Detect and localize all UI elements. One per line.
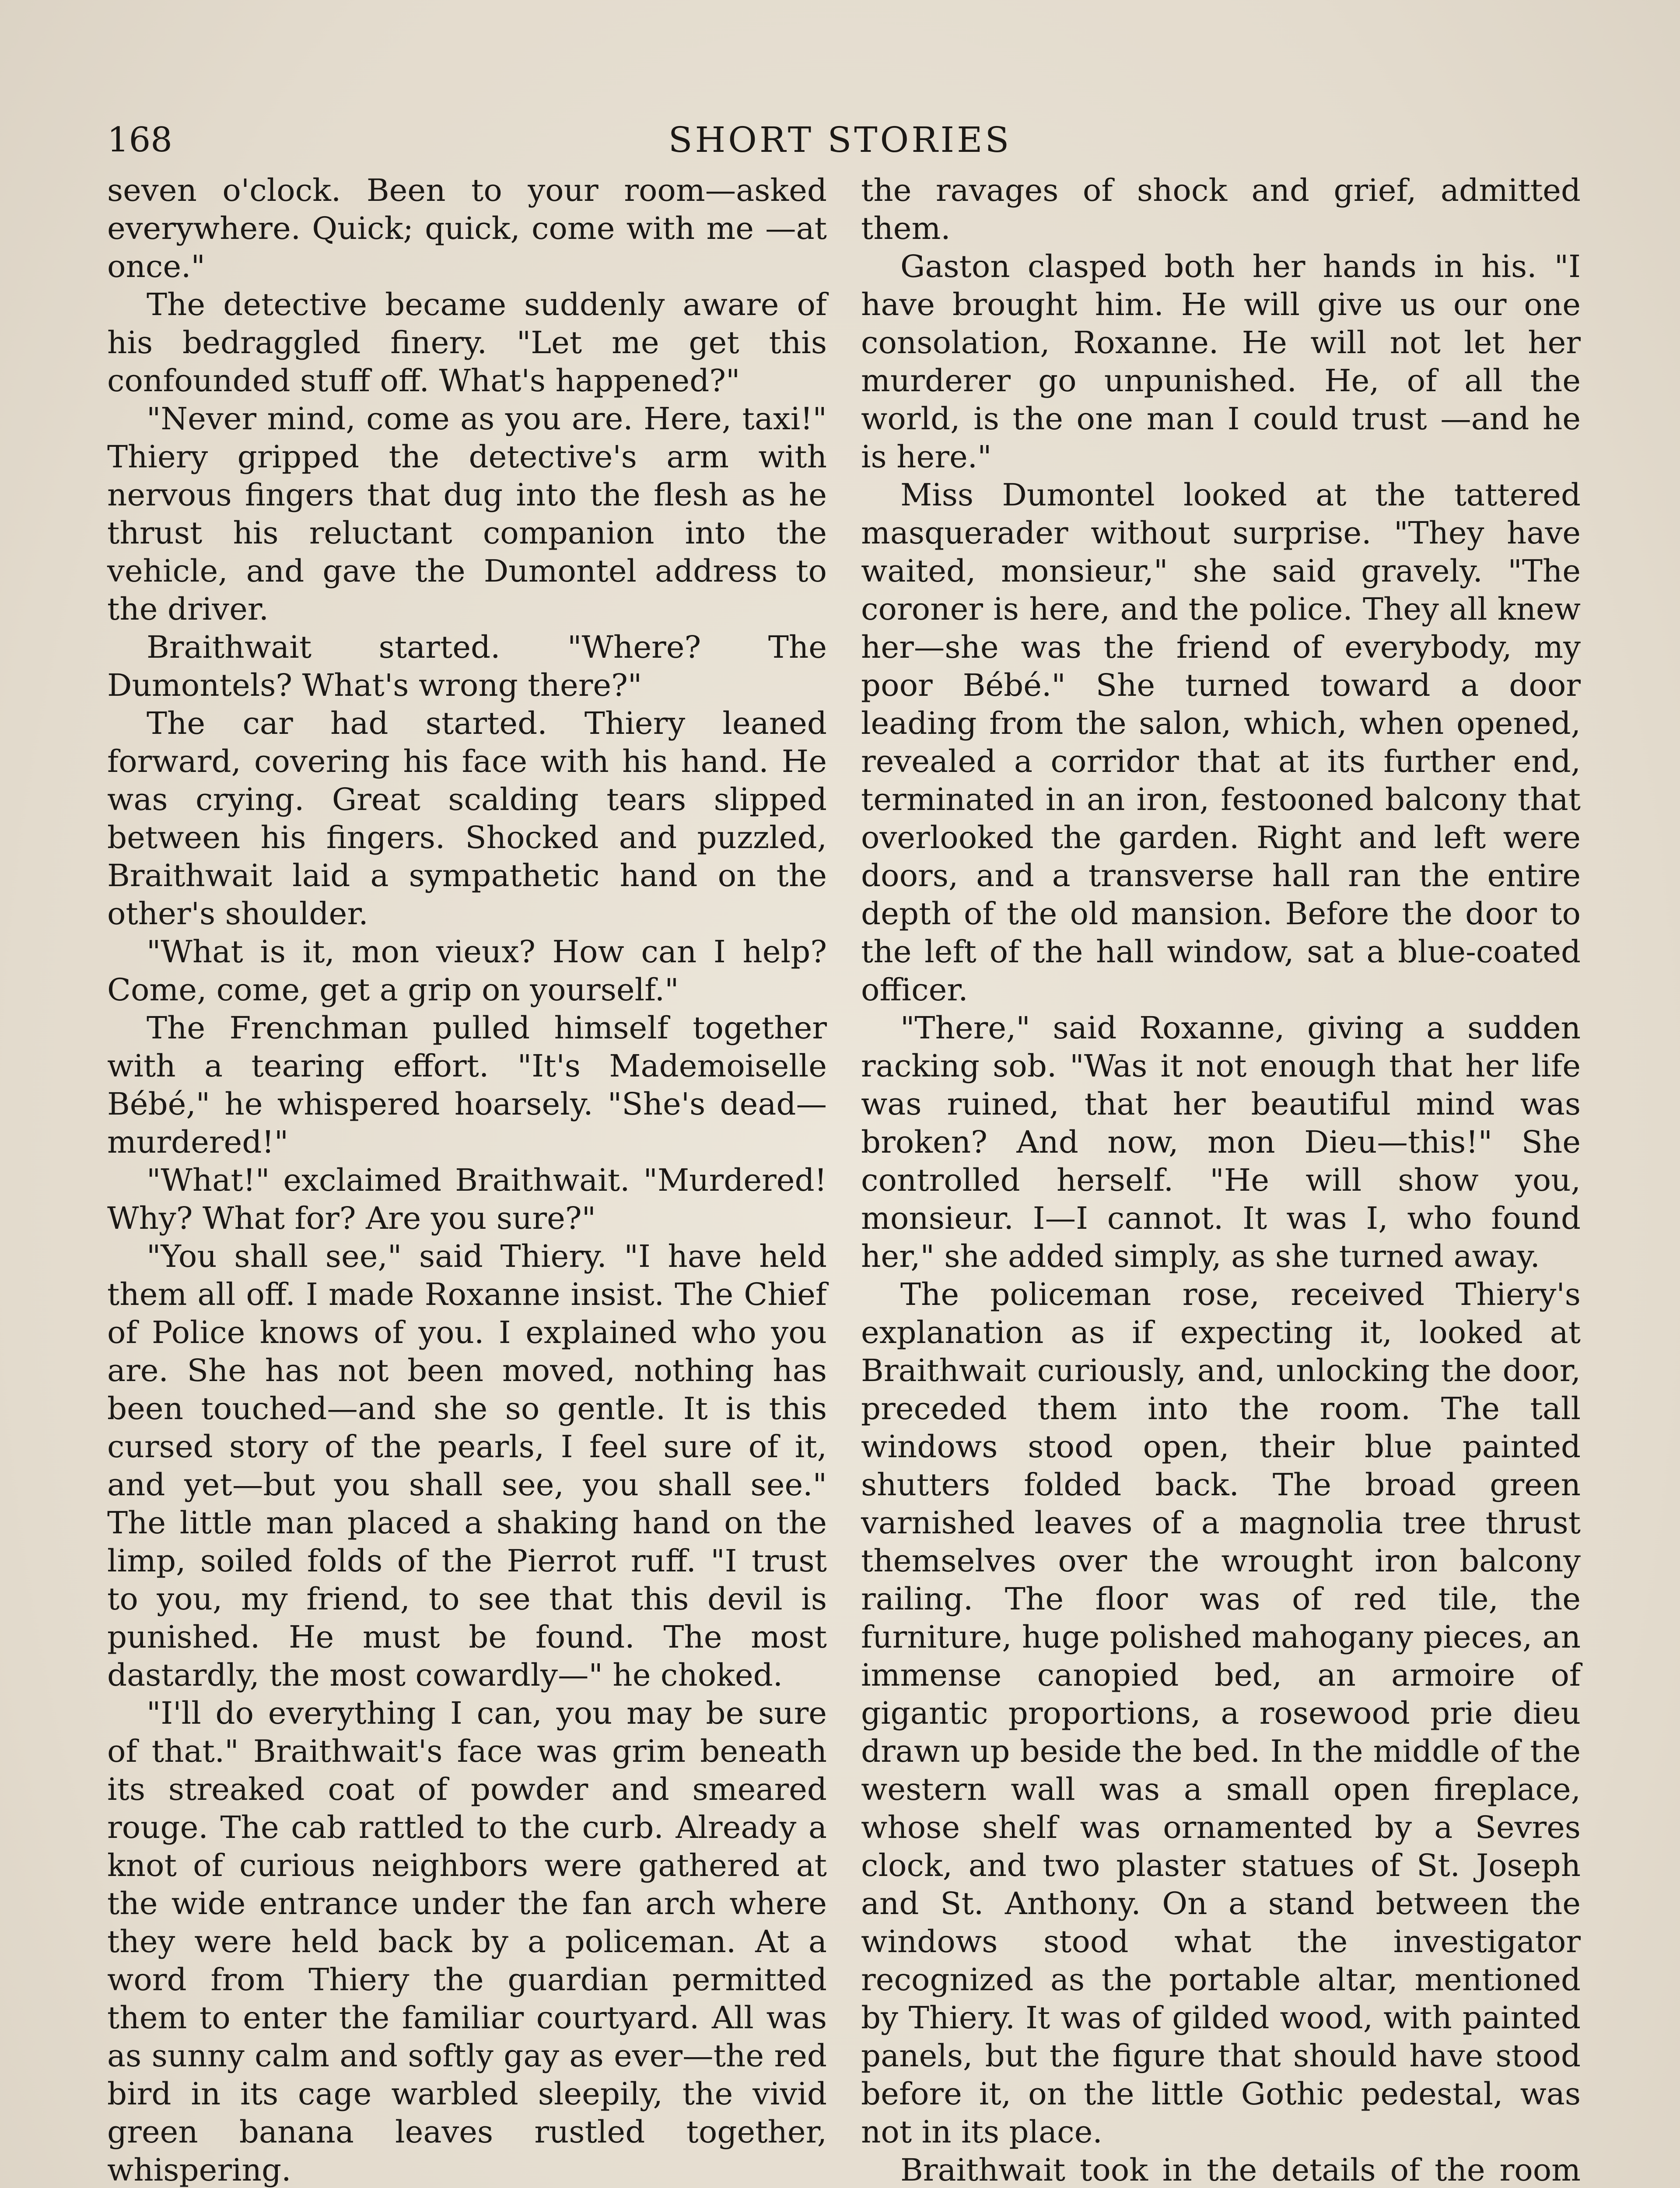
- paragraph: "What is it, mon vieux? How can I help? Come, come, get a grip on yourself.": [107, 934, 827, 1008]
- paragraph: "Never mind, come as you are. Here, taxi!" Thiery gripped the detective's arm with nervous fingers that dug into the flesh as he thrust his reluctant companion into the vehicle, and gave the Dumontel address to the driver.: [107, 401, 827, 627]
- paragraph: "What!" exclaimed Braithwait. "Murdered! Why? What for? Are you sure?": [107, 1162, 827, 1236]
- paragraph: The Frenchman pulled himself together with a tearing effort. "It's Mademoiselle Bébé," he whispered hoarsely. "She's dead—murdered!": [107, 1010, 827, 1160]
- paragraph: "I'll do everything I can, you may be sure of that." Braithwait's face was grim beneath its streaked coat of powder and smeared rouge. The cab rattled to the curb. Already a knot of curious neighbors were gathered at the wide entrance under the fan arch where they were held back by a policeman. At a word from Thiery the guardian permitted them to enter the familiar courtyard. All was as sunny calm and softly gay as ever—the red bird in its cage warbled sleepily, the vivid green banana leaves rustled together, whispering.: [107, 1695, 827, 2188]
- paragraph: "There," said Roxanne, giving a sudden racking sob. "Was it not enough that her life was ruined, that her beautiful mind was broken? And now, mon Dieu—this!" She controlled herself. "He will show you, monsieur. I—I cannot. It was I, who found her," she added simply, as she turned away.: [861, 1010, 1581, 1274]
- paragraph: The detective became suddenly aware of his bedraggled finery. "Let me get this confounded stuff off. What's happened?": [107, 287, 827, 399]
- page-header: [107, 118, 1573, 171]
- paragraph: the ravages of shock and grief, admitted them.: [861, 172, 1581, 246]
- paragraph: The car had started. Thiery leaned forward, covering his face with his hand. He was crying. Great scalding tears slipped between his fingers. Shocked and puzzled, Braithwait laid a sympathetic hand on the other's shoulder.: [107, 705, 827, 932]
- paragraph: seven o'clock. Been to your room—asked everywhere. Quick; quick, come with me —at once.": [107, 172, 827, 284]
- paragraph: Braithwait started. "Where? The Dumontels? What's wrong there?": [107, 629, 827, 703]
- paragraph: Gaston clasped both her hands in his. "I have brought him. He will give us our one consolation, Roxanne. He will not let her murderer go unpunished. He, of all the world, is the one man I could trust —and he is here.": [861, 249, 1581, 475]
- paragraph: "You shall see," said Thiery. "I have held them all off. I made Roxanne insist. The Chief of Police knows of you. I explained who you are. She has not been moved, nothing has been touched—and she so gentle. It is this cursed story of the pearls, I feel sure of it, and yet—but you shall see, you shall see." The little man placed a shaking hand on the limp, soiled folds of the Pierrot ruff. "I trust to you, my friend, to see that this devil is punished. He must be found. The most dastardly, the most cowardly—" he choked.: [107, 1238, 827, 1693]
- paragraph: Miss Dumontel looked at the tattered masquerader without surprise. "They have waited, monsieur," she said gravely. "The coroner is here, and the police. They all knew her—she was the friend of everybody, my poor Bébé." She turned toward a door leading from the salon, which, when opened, revealed a corridor that at its further end, terminated in an iron, festooned balcony that overlooked the garden. Right and left were doors, and a transverse hall ran the entire depth of the old mansion. Before the door to the left of the hall window, sat a blue-coated officer.: [861, 477, 1581, 1008]
- running-head: SHORT STORIES: [668, 119, 1012, 160]
- paragraph: Braithwait took in the details of the room: [900, 2152, 1581, 2188]
- page-number: 168: [107, 120, 172, 160]
- left-text-column: [107, 172, 827, 2188]
- right-text-column: [861, 172, 1581, 2188]
- paragraph: The policeman rose, received Thiery's explanation as if expecting it, looked at Braithwait curiously, and, unlocking the door, preceded them into the room. The tall windows stood open, their blue painted shutters folded back. The broad green varnished leaves of a magnolia tree thrust themselves over the wrought iron balcony railing. The floor was of red tile, the furniture, huge polished mahogany pieces, an immense canopied bed, an armoire of gigantic proportions, a rosewood prie dieu drawn up beside the bed. In the middle of the western wall was a small open fireplace, whose shelf was ornamented by a Sevres clock, and two plaster statues of St. Joseph and St. Anthony. On a stand between the windows stood what the investigator recognized as the portable altar, mentioned by Thiery. It was of gilded wood, with painted panels, but the figure that should have stood before it, on the little Gothic pedestal, was not in its place.: [861, 1276, 1581, 2150]
